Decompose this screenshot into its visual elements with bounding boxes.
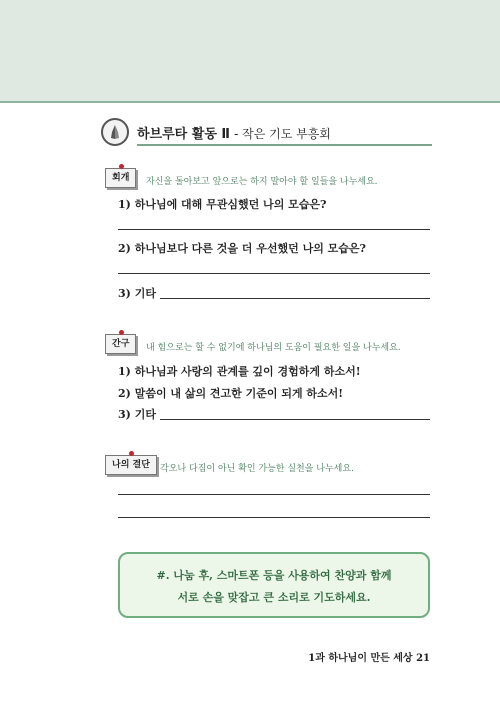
- page-footer: 1과 하나님이 만든 세상 21: [308, 653, 430, 664]
- activity-title-text: 하브루타 활동 Ⅱ: [137, 127, 230, 142]
- section-header: [101, 116, 431, 148]
- resolution-instruction: 각오나 다짐이 아닌 확인 가능한 실천을 나누세요.: [160, 464, 354, 474]
- petition-tag-label: 간구: [112, 339, 130, 349]
- note-line-1: #. 나눔 후, 스마트폰 등을 사용하여 찬양과 함께: [156, 569, 392, 582]
- pin-icon: [119, 330, 124, 335]
- answer-line[interactable]: [118, 494, 430, 495]
- petition-item-1: 1) 하나님과 사랑의 관계를 깊이 경험하게 하소서!: [118, 365, 361, 378]
- pin-icon: [119, 164, 124, 169]
- prayer-note-box: [118, 552, 430, 618]
- petition-tag: [105, 334, 136, 354]
- praying-hands-icon: [101, 118, 129, 146]
- petition-item-2: 2) 말씀이 내 삶의 견고한 기준이 되게 하소서!: [118, 387, 344, 400]
- answer-line[interactable]: [118, 273, 430, 274]
- answer-line[interactable]: [160, 298, 430, 299]
- repentance-item-2: 2) 하나님보다 다른 것을 더 우선했던 나의 모습은?: [118, 242, 367, 255]
- resolution-tag-label: 나의 결단: [112, 460, 150, 470]
- answer-line[interactable]: [160, 419, 430, 420]
- pin-icon: [129, 451, 134, 456]
- repentance-tag-label: 회개: [112, 173, 130, 183]
- repentance-item-3: 3) 기타: [118, 287, 156, 300]
- repentance-tag: [105, 168, 136, 188]
- header-underline: [137, 144, 432, 146]
- repentance-item-1: 1) 하나님에 대해 무관심했던 나의 모습은?: [118, 198, 327, 211]
- note-line-2: 서로 손을 맞잡고 큰 소리로 기도하세요.: [177, 591, 371, 604]
- top-color-band: [0, 0, 500, 103]
- petition-item-3: 3) 기타: [118, 408, 156, 421]
- activity-subtitle: - 작은 기도 부흥회: [233, 127, 331, 141]
- resolution-tag: [105, 455, 157, 475]
- answer-line[interactable]: [118, 517, 430, 518]
- petition-instruction: 내 힘으로는 할 수 없기에 하나님의 도움이 필요한 일을 나누세요.: [146, 343, 401, 353]
- answer-line[interactable]: [118, 229, 430, 230]
- activity-title: [137, 123, 331, 142]
- repentance-instruction: 자신을 돌아보고 앞으로는 하지 말아야 할 일들을 나누세요.: [146, 177, 378, 187]
